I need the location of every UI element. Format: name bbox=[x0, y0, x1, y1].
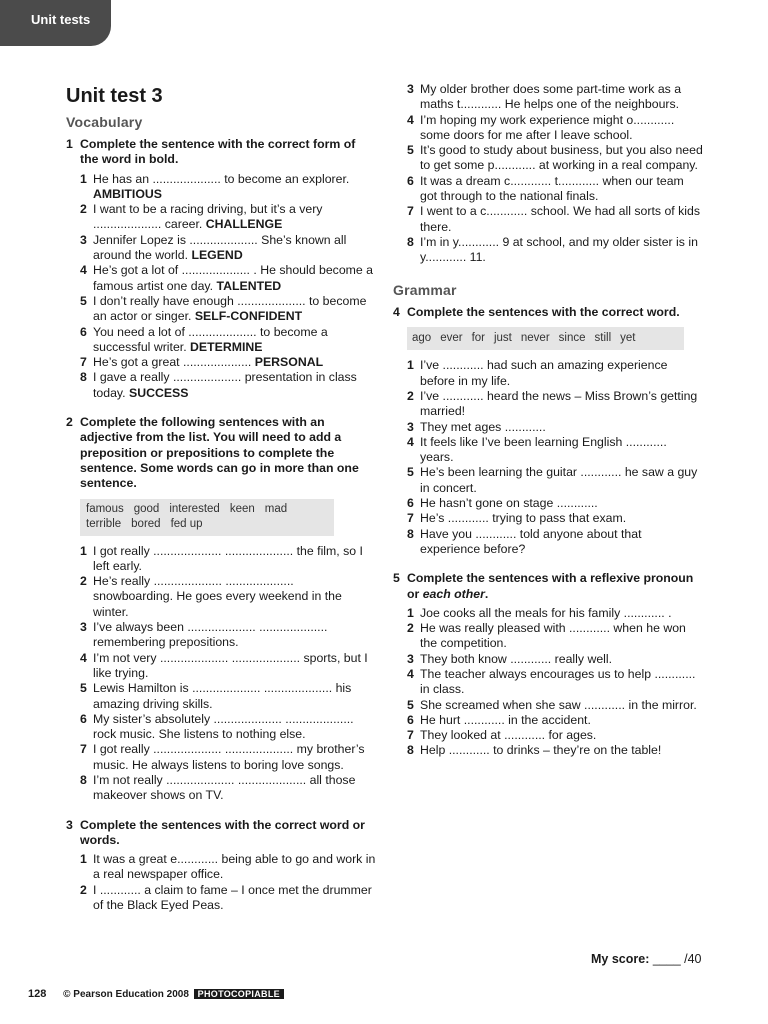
list-item bbox=[66, 294, 376, 325]
question-3-items-part-2 bbox=[393, 82, 703, 266]
item-text: They looked at ............ for ages. bbox=[420, 728, 597, 743]
item-text: He’s really .................... .................... snowboarding. He goes every weekend in the winter. bbox=[93, 574, 342, 619]
page-title: Unit test 3 bbox=[66, 85, 163, 107]
item-text: I’m not really .................... .................... all those makeover shows on TV. bbox=[93, 772, 356, 803]
item-number: 4 bbox=[407, 112, 414, 127]
list-item bbox=[393, 713, 703, 728]
item-text: My older brother does some part-time work as a maths t............ He helps one of the neighbours. bbox=[420, 82, 682, 112]
bold-word: PERSONAL bbox=[254, 355, 324, 370]
word-option: yet bbox=[620, 331, 636, 344]
word-option: famous bbox=[86, 502, 124, 515]
question-1-items bbox=[66, 172, 376, 401]
item-text: I’ve ............ heard the news – Miss Brown’s getting married! bbox=[420, 388, 698, 419]
item-number: 3 bbox=[80, 620, 87, 635]
word-option: interested bbox=[169, 502, 220, 515]
item-number: 4 bbox=[80, 263, 87, 278]
item-text: It was a dream c............ t............ when our team got through to the national finals. bbox=[420, 173, 684, 204]
list-item bbox=[393, 174, 703, 205]
question-4-instruction bbox=[393, 305, 703, 320]
item-number: 7 bbox=[407, 511, 414, 526]
list-item bbox=[393, 113, 703, 144]
list-item bbox=[393, 143, 703, 174]
item-text: I gave a really .................... presentation in class today. bbox=[93, 370, 357, 400]
word-option: fed up bbox=[170, 518, 203, 531]
item-text: I ............ a claim to fame – I once met the drummer of the Black Eyed Peas. bbox=[93, 882, 372, 913]
item-text: Joe cooks all the meals for his family ............ . bbox=[420, 605, 672, 620]
question-2-items bbox=[66, 544, 376, 804]
item-number: 6 bbox=[407, 712, 414, 727]
item-text: Jennifer Lopez is .................... She’s known all around the world. bbox=[93, 232, 347, 263]
item-text: He’s got a great .................... bbox=[93, 355, 252, 370]
list-item bbox=[66, 544, 376, 575]
list-item bbox=[393, 728, 703, 743]
item-number: 4 bbox=[407, 667, 414, 681]
item-number: 5 bbox=[407, 143, 414, 158]
item-number: 2 bbox=[80, 882, 87, 897]
item-number: 2 bbox=[80, 202, 87, 217]
bold-word: LEGEND bbox=[191, 248, 243, 263]
instruction-text: Complete the sentences with a reflexive pronoun or bbox=[407, 571, 694, 601]
item-number: 3 bbox=[407, 651, 414, 666]
list-item bbox=[66, 883, 376, 914]
copyright-text: © Pearson Education 2008 bbox=[63, 989, 189, 1000]
item-number: 7 bbox=[407, 204, 414, 219]
question-number: 5 bbox=[393, 571, 400, 586]
item-text: I’m not very .................... .................... sports, but I like trying. bbox=[93, 650, 368, 680]
item-text: Help ............ to drinks – they’re on the table! bbox=[420, 743, 662, 758]
left-column bbox=[66, 82, 376, 913]
instruction-end: . bbox=[484, 586, 489, 601]
item-number: 8 bbox=[407, 526, 414, 541]
vocabulary-heading: Vocabulary bbox=[66, 114, 143, 130]
item-text: He was really pleased with ............ when he won the competition. bbox=[420, 621, 686, 651]
item-number: 2 bbox=[80, 574, 87, 589]
item-text: I got really .................... .................... my brother’s music. He always listens to boring love songs. bbox=[93, 742, 365, 772]
item-text: I’ve always been .................... .................... remembering prepositions. bbox=[93, 620, 328, 650]
item-text: You need a lot of .................... to become a successful writer. bbox=[93, 324, 328, 354]
item-text: He hasn’t gone on stage ............ bbox=[420, 496, 598, 511]
item-number: 7 bbox=[80, 742, 87, 757]
question-number: 2 bbox=[66, 415, 73, 430]
list-item bbox=[393, 496, 703, 511]
question-1-instruction bbox=[66, 137, 376, 168]
item-number: 1 bbox=[80, 852, 87, 867]
question-number: 1 bbox=[66, 137, 73, 151]
list-item bbox=[393, 358, 703, 389]
list-item bbox=[66, 233, 376, 264]
item-number: 7 bbox=[407, 728, 414, 743]
item-number: 8 bbox=[80, 772, 87, 787]
instruction-text: Complete the sentences with the correct word or words. bbox=[80, 817, 365, 847]
item-number: 6 bbox=[407, 496, 414, 511]
list-item bbox=[393, 204, 703, 235]
word-box bbox=[80, 499, 334, 536]
item-number: 1 bbox=[80, 171, 87, 186]
item-number: 1 bbox=[407, 605, 414, 620]
word-option: ever bbox=[440, 331, 463, 344]
word-option: bored bbox=[131, 518, 161, 531]
word-option: keen bbox=[229, 502, 255, 515]
item-number: 8 bbox=[407, 234, 414, 249]
item-number: 3 bbox=[80, 232, 87, 247]
item-number: 6 bbox=[80, 324, 87, 339]
item-text: It feels like I’ve been learning English ............ years. bbox=[420, 434, 667, 465]
section-tab bbox=[0, 0, 111, 46]
item-number: 8 bbox=[407, 743, 414, 758]
list-item bbox=[66, 773, 376, 804]
bold-word: TALENTED bbox=[216, 278, 282, 293]
list-item bbox=[66, 172, 376, 203]
section-tab-label: Unit tests bbox=[31, 12, 91, 27]
instruction-text: Complete the following sentences with an adjective from the list. You will need to add a preposition or prepositions to complete the sentence. Some words can go in more than one sentence. bbox=[80, 415, 359, 491]
item-number: 3 bbox=[407, 82, 414, 96]
word-option: for bbox=[471, 331, 485, 344]
list-item bbox=[393, 420, 703, 435]
item-number: 7 bbox=[80, 355, 87, 370]
item-text: I want to be a racing driving, but it’s a very .................... career. bbox=[93, 202, 323, 232]
question-3-items-part-1 bbox=[66, 852, 376, 913]
list-item bbox=[66, 712, 376, 743]
score-label: My score: bbox=[591, 952, 650, 966]
item-text: I’ve ............ had such an amazing experience before in my life. bbox=[420, 358, 668, 388]
list-item bbox=[66, 263, 376, 294]
list-item bbox=[393, 621, 703, 652]
word-option: good bbox=[133, 502, 160, 515]
word-option: never bbox=[520, 331, 550, 344]
question-number: 3 bbox=[66, 817, 73, 832]
list-item bbox=[66, 620, 376, 651]
word-option: since bbox=[558, 331, 586, 344]
question-4-items bbox=[393, 358, 703, 557]
list-item bbox=[393, 743, 703, 758]
right-column bbox=[393, 82, 703, 759]
item-text: He hurt ............ in the accident. bbox=[420, 712, 591, 727]
item-number: 5 bbox=[80, 681, 87, 696]
page-number: 128 bbox=[28, 988, 47, 1000]
item-text: He has an .................... to become an explorer. bbox=[93, 171, 350, 186]
list-item bbox=[393, 435, 703, 466]
item-text: I got really .................... .................... the film, so I left early. bbox=[93, 543, 363, 573]
list-item bbox=[66, 852, 376, 883]
word-option: mad bbox=[264, 502, 288, 515]
bold-word: AMBITIOUS bbox=[93, 186, 162, 201]
list-item bbox=[393, 235, 703, 266]
question-number: 4 bbox=[393, 304, 400, 319]
item-number: 5 bbox=[80, 293, 87, 308]
bold-word: SELF-CONFIDENT bbox=[194, 309, 303, 324]
word-option: ago bbox=[412, 331, 432, 344]
list-item bbox=[393, 606, 703, 621]
list-item bbox=[66, 742, 376, 773]
item-text: It was a great e............ being able to go and work in a real newspaper office. bbox=[93, 852, 376, 882]
list-item bbox=[66, 325, 376, 356]
question-2-instruction bbox=[66, 415, 376, 491]
item-text: I went to a c............ school. We had all sorts of kids there. bbox=[420, 204, 700, 234]
item-text: I’m hoping my work experience might o............ some doors for me after I leave school. bbox=[420, 112, 675, 142]
item-number: 1 bbox=[80, 543, 87, 558]
item-number: 3 bbox=[407, 419, 414, 434]
list-item bbox=[393, 82, 703, 113]
page-footer bbox=[28, 988, 284, 1000]
list-item bbox=[393, 465, 703, 496]
item-text: Lewis Hamilton is .................... .................... his amazing driving skills. bbox=[93, 681, 352, 711]
item-number: 5 bbox=[407, 697, 414, 712]
item-text: The teacher always encourages us to help ............ in class. bbox=[420, 667, 696, 697]
word-option: still bbox=[594, 331, 612, 344]
word-option: just bbox=[493, 331, 512, 344]
item-number: 4 bbox=[80, 650, 87, 665]
item-text: She screamed when she saw ............ in the mirror. bbox=[420, 697, 697, 712]
item-number: 2 bbox=[407, 621, 414, 636]
word-option: terrible bbox=[86, 518, 122, 531]
list-item bbox=[393, 698, 703, 713]
item-text: He’s been learning the guitar ............ he saw a guy in concert. bbox=[420, 465, 698, 495]
score-line bbox=[591, 952, 702, 966]
question-5-items bbox=[393, 606, 703, 759]
list-item bbox=[66, 651, 376, 682]
question-3-instruction bbox=[66, 818, 376, 849]
item-text: He’s ............ trying to pass that exam. bbox=[420, 511, 627, 526]
item-number: 4 bbox=[407, 434, 414, 449]
item-text: They met ages ............ bbox=[420, 419, 546, 434]
bold-word: DETERMINE bbox=[190, 339, 263, 354]
item-number: 5 bbox=[407, 465, 414, 480]
list-item bbox=[393, 389, 703, 420]
item-text: They both know ............ really well. bbox=[420, 651, 613, 666]
item-number: 1 bbox=[407, 358, 414, 373]
list-item bbox=[393, 652, 703, 667]
score-value: ____ /40 bbox=[652, 952, 702, 966]
list-item bbox=[393, 527, 703, 558]
item-number: 6 bbox=[407, 173, 414, 188]
list-item bbox=[66, 355, 376, 370]
list-item bbox=[66, 681, 376, 712]
list-item bbox=[66, 574, 376, 620]
item-text: My sister’s absolutely .................... .................... rock music. She listens to nothing else. bbox=[93, 711, 354, 742]
bold-word: SUCCESS bbox=[129, 385, 189, 400]
list-item bbox=[393, 511, 703, 526]
instruction-text: Complete the sentences with the correct word. bbox=[407, 304, 680, 319]
item-number: 2 bbox=[407, 388, 414, 403]
item-text: It’s good to study about business, but you also need to get some p............ at working in a real company. bbox=[420, 143, 703, 173]
item-text: I’m in y............ 9 at school, and my older sister is in y............ 11. bbox=[420, 234, 698, 265]
question-5-instruction bbox=[393, 571, 703, 602]
grammar-heading: Grammar bbox=[393, 281, 457, 298]
bold-word: CHALLENGE bbox=[205, 217, 283, 232]
item-text: I don’t really have enough .................... to become an actor or singer. bbox=[93, 293, 367, 324]
item-text: Have you ............ told anyone about that experience before? bbox=[420, 526, 642, 556]
list-item bbox=[66, 370, 376, 401]
item-text: He’s got a lot of .................... . He should become a famous artist one day. bbox=[93, 263, 374, 293]
word-box bbox=[407, 327, 684, 351]
photocopiable-badge: PHOTOCOPIABLE bbox=[194, 989, 284, 999]
list-item bbox=[66, 202, 376, 233]
item-number: 8 bbox=[80, 370, 87, 385]
item-number: 6 bbox=[80, 711, 87, 726]
list-item bbox=[393, 667, 703, 698]
instruction-emphasis: each other bbox=[422, 586, 485, 601]
instruction-text: Complete the sentence with the correct form of the word in bold. bbox=[80, 137, 356, 167]
